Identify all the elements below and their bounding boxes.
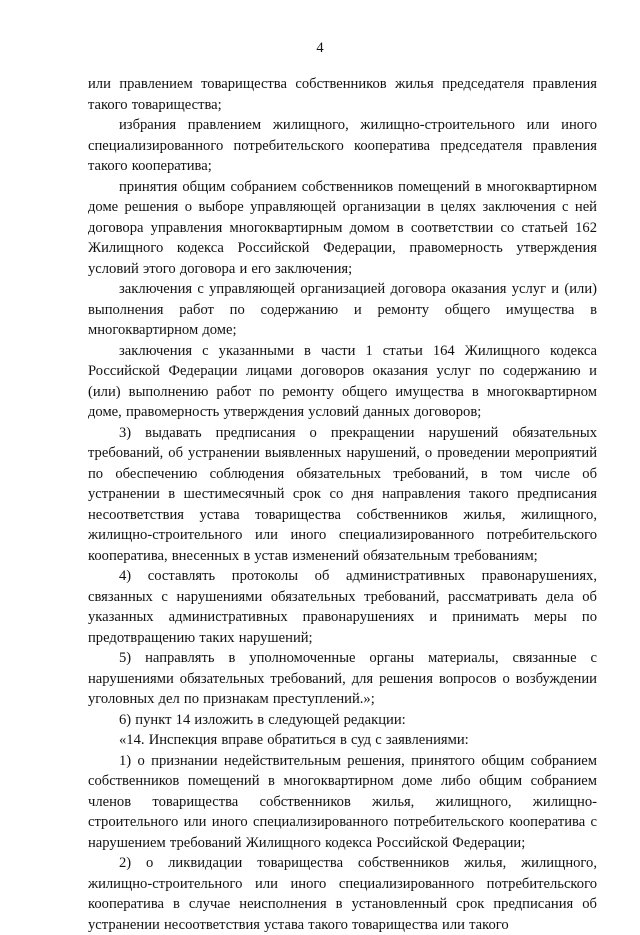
paragraph-5: заключения с указанными в части 1 статьи 164 Жилищного кодекса Российской Федерации лицами договоров оказания услуг по содержанию и (или) выполнению работ по ремонту общего имущества в многоквартирном доме, правомерность утверждения условий данных договоров; [88, 342, 597, 420]
paragraph-8: 5) направлять в уполномоченные органы материалы, связанные с нарушениями обязательных требований, для решения вопросов о возбуждении уголовных дел по признакам преступлений.»; [88, 650, 597, 707]
paragraph-12: 2) о ликвидации товарищества собственников жилья, жилищного, жилищно-строительного или иного специализированного потребительского кооператива в случае неисполнения в установленный срок предписания об устранении несоответствия устава такого товарищества или такого [88, 855, 597, 933]
page-number: 4 [316, 40, 324, 56]
paragraph-11: 1) о признании недействительным решения, принятого общим собранием собственников помещений в многоквартирном доме либо общим собранием членов товарищества собственников жилья, жилищного, жилищно-строительного или иного специализированного потребительского кооператива с нарушением требований Жилищного кодекса Российской Федерации; [88, 752, 597, 851]
paragraph-2: избрания правлением жилищного, жилищно-строительного или иного специализированного потребительского кооператива председателя правления такого кооператива; [88, 117, 597, 174]
paragraph-6: 3) выдавать предписания о прекращении нарушений обязательных требований, об устранении выявленных нарушений, о проведении мероприятий по обеспечению соблюдения обязательных требований, в том числе об устранении в шестимесячный срок со дня направления такого предписания несоответствия устава товарищества собственников жилья, жилищного, жилищно-строительного или иного специализированного потребительского кооператива, внесенных в устав изменений обязательным требованиям; [88, 424, 597, 564]
paragraph-7: 4) составлять протоколы об административных правонарушениях, связанных с нарушениями обязательных требований, рассматривать дела об указанных административных правонарушениях и принимать меры по предотвращению таких нарушений; [88, 568, 597, 646]
paragraph-1: или правлением товарищества собственников жилья председателя правления такого товарищества; [88, 76, 597, 113]
document-body [88, 74, 597, 935]
paragraph-9: 6) пункт 14 изложить в следующей редакции: [119, 711, 406, 728]
paragraph-4: заключения с управляющей организацией договора оказания услуг и (или) выполнения работ по содержанию и ремонту общего имущества в многоквартирном доме; [88, 281, 597, 338]
paragraph-10: «14. Инспекция вправе обратиться в суд с заявлениями: [119, 732, 469, 748]
paragraph-3: принятия общим собранием собственников помещений в многоквартирном доме решения о выборе управляющей организации в целях заключения с ней договора управления многоквартирным домом в соответствии со статьей 162 Жилищного кодекса Российской Федерации, правомерность утверждения условий этого договора и его заключения; [88, 178, 597, 277]
